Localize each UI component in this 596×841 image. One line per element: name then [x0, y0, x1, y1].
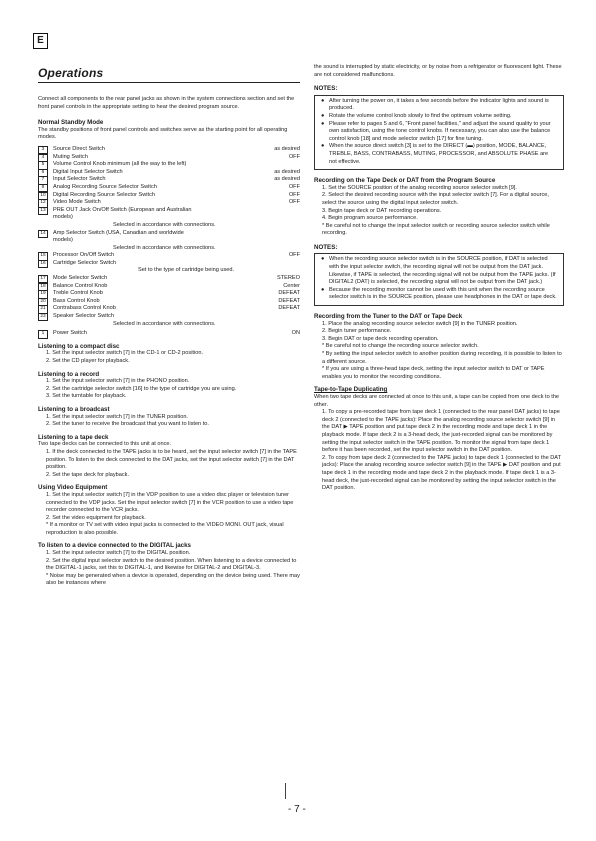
control-row: [38, 313, 300, 321]
note-item: [321, 98, 557, 113]
note-item: [321, 143, 557, 166]
step-item: * Be careful not to change the recording source selector switch.: [322, 343, 479, 350]
standby-text: The standby positions of front panel controls and switches serve as the starting point for all operating modes.: [38, 126, 288, 141]
step-item: 1. Place the analog recording source selector switch [9] in the TUNER position.: [322, 320, 518, 327]
note-item: [321, 121, 557, 144]
control-setting: OFF: [288, 153, 300, 160]
control-setting: as desired: [274, 176, 300, 183]
control-label: Amp Selector Switch (USA, Canadian and worldwide: [53, 229, 184, 236]
step-item: * By setting the input selector switch to another position during recording, it is possible to listen to a different source.: [322, 351, 562, 365]
step-item: 1. Set the input selector switch [7] in the TUNER position.: [46, 413, 188, 420]
control-row: [38, 290, 300, 298]
control-label: Processor On/Off Switch: [53, 252, 115, 259]
control-number-box: 12: [38, 199, 48, 207]
step-item: 2. Set the video equipment for playback.: [46, 514, 146, 521]
step-item: 2. Set the cartridge selector switch [16] to the type of cartridge you are using.: [46, 385, 237, 392]
page-title: Operations: [38, 66, 104, 80]
control-label: Power Switch: [53, 330, 87, 337]
video-steps: [38, 492, 300, 538]
record-steps: [38, 378, 300, 401]
control-number-box: 7: [38, 176, 48, 184]
step-item: * If you are using a three-head tape deck, setting the input selector switch to DAT or TAPE enables you to monitor the recording conditions.: [322, 366, 545, 380]
step-item: * Be careful not to change the input selector switch or recording source selector switch while recording.: [322, 222, 550, 237]
intro-text: Connect all components to the rear panel jacks as shown in the system connections section and set the front panel controls in the appropriate setting to hear the desired program source.: [38, 96, 295, 110]
control-setting: STEREO: [276, 275, 300, 282]
step-item: 2. Set the tape deck for playback.: [46, 471, 130, 478]
bullet-icon: ●: [321, 286, 325, 293]
control-setting: as desired: [274, 168, 300, 175]
bullet-icon: ●: [321, 256, 325, 263]
step-item: 3. Begin tape deck or DAT recording operations.: [322, 207, 442, 214]
step-item: 1. If the deck connected to the TAPE jacks is to be heard, set the input selector switch [7] in the TAPE position. To listen to the deck connected to the DAT jacks, set the input selector switch [7] in the DAT position.: [46, 448, 297, 471]
control-row: [38, 176, 300, 184]
tape-steps: [38, 449, 300, 479]
language-badge: E: [33, 33, 48, 49]
control-label: Bass Control Knob: [53, 297, 100, 304]
control-label: Input Selector Switch: [53, 176, 106, 183]
control-label: Digital Recording Source Selector Switch: [53, 191, 155, 198]
control-row: [38, 161, 300, 169]
control-number-box: 16: [38, 260, 48, 268]
standby-heading: Normal Standby Mode: [38, 119, 104, 127]
bullet-icon: ●: [321, 120, 325, 127]
control-setting: Center: [283, 282, 300, 289]
step-item: 1. Set the input selector switch [7] to the DIGITAL position.: [46, 550, 191, 557]
control-setting: OFF: [288, 199, 300, 206]
note-text: Because the recording monitor cannot be used with this unit when the recording source selector switch is in the SOURCE position, please use headphones in the DAT or tape deck.: [329, 286, 557, 301]
control-label: Cartridge Selector Switch: [53, 259, 117, 266]
dub-steps: [314, 409, 564, 493]
control-setting: DEFEAT: [278, 290, 300, 297]
control-label: Muting Switch: [53, 153, 88, 160]
control-setting: OFF: [288, 183, 300, 190]
broadcast-steps: [38, 414, 300, 429]
control-row: [38, 298, 300, 306]
control-label: PRE OUT Jack On/Off Switch (European and Australian: [53, 206, 192, 213]
step-item: 4. Begin program source performance.: [322, 215, 418, 222]
control-row: [38, 283, 300, 291]
note-text: When the source direct switch [3] is set to the DIRECT (▬) position, MODE, BALANCE, TREBLE, BASS, CONTRABASS, MUTING, PROCESSOR, and ABSOLUTE PHASE are not effective.: [329, 143, 549, 165]
control-label: Digital Input Selector Switch: [53, 168, 123, 175]
digital-steps: [38, 550, 300, 588]
bullet-icon: ●: [321, 97, 325, 104]
title-rule: [38, 82, 300, 83]
tape-text: Two tape decks can be connected to this unit at once.: [38, 441, 172, 448]
note-item: [321, 287, 557, 302]
step-item: 3. Begin DAT or tape deck recording operation.: [322, 335, 439, 342]
control-number-box: 21: [38, 305, 48, 313]
page-number: - 7 -: [288, 804, 306, 815]
notes-title-2: NOTES:: [314, 243, 338, 251]
step-item: * Noise may be generated when a device is operated, depending on the device being used. There may also be instances where: [46, 572, 300, 587]
control-row: [38, 199, 300, 207]
left-column: [38, 96, 300, 588]
control-row: [38, 192, 300, 200]
step-item: 1. To copy a pre-recorded tape from tape deck 1 (connected to the rear panel DAT jacks) to tape deck 2 (connected to the TAPE jacks): Place the analog recording source selector switch [9] in the DAT ▶ TAPE position and put tape deck 2 in the recording mode and tape deck 1 in the playback mode. If tape deck 2 is a 3-head deck, the just-recorded signal can be monitored by setting the input selector switch in the TAPE position. To monitor the signal from tape deck 1 before it has been recorded, set the input selector switch in the DAT position.: [322, 409, 560, 454]
right-column: [314, 64, 564, 493]
rec-dat-heading: Recording on the Tape Deck or DAT from the Program Source: [314, 177, 496, 185]
record-heading: Listening to a record: [38, 370, 100, 378]
standby-models: models): [53, 214, 73, 221]
control-number-box: 10: [38, 192, 48, 200]
step-item: 1. Set the input selector switch [7] in the VDP position to use a video disc player or television tuner connected to the VDP jacks. Set the input selector switch [7] in the VCR position to use a video tape recorder connected to the VCR jacks.: [46, 491, 294, 514]
rec-dat-steps: [314, 185, 564, 238]
control-number-box: 4: [38, 154, 48, 162]
control-number-box: 20: [38, 298, 48, 306]
step-item: 3. Set the turntable for playback.: [46, 393, 127, 400]
control-label: Volume Control Knob minimum (all the way to the left): [53, 161, 187, 168]
standby-list: [38, 146, 300, 338]
control-setting: DEFEAT: [278, 297, 300, 304]
step-item: 1. Set the input selector switch [7] in the PHONO position.: [46, 378, 190, 385]
control-number-box: 13: [38, 207, 48, 215]
control-row: [38, 260, 300, 268]
bullet-icon: ●: [321, 112, 325, 119]
video-heading: Using Video Equipment: [38, 484, 108, 492]
note-text: After turning the power on, it takes a few seconds before the indicator lights and sound is produced.: [329, 97, 549, 112]
control-label: Balance Control Knob: [53, 282, 108, 289]
step-item: 1. Set the input selector switch [7] in the CD-1 or CD-2 position.: [46, 350, 204, 357]
note-text: Please refer to pages 5 and 6, "Front panel facilities," and adjust the sound quality to your own satisfaction, using the tone control knobs. If necessary, you can also use the balance control knob [18] and mode selector switch [17] for fine tuning.: [329, 120, 551, 142]
control-row: [38, 252, 300, 260]
control-label: Analog Recording Source Selector Switch: [53, 183, 157, 190]
tuner-rec-heading: Recording from the Tuner to the DAT or Tape Deck: [314, 313, 463, 321]
step-item: 2. Select the desired recording source with the input selector switch [7]. For a digital source, select the source using the digital input selector switch.: [322, 192, 549, 206]
step-item: 2. Set the digital input selector switch to the desired position. When listening to a device connected to the DIGITAL-1 jacks, set this to DIGITAL-1, and likewise for DIGITAL-2 and DIGITAL-3.: [46, 557, 297, 572]
standby-note-b: Selected in accordance with connections.: [113, 244, 216, 251]
control-setting: OFF: [288, 191, 300, 198]
note-item: [321, 256, 557, 286]
step-item: 2. Begin tuner performance.: [322, 328, 392, 335]
control-setting: DEFEAT: [278, 305, 300, 312]
control-row: [38, 275, 300, 283]
notes-box-2: [314, 253, 564, 306]
control-number-box: 3: [38, 146, 48, 154]
control-number-box: 1: [38, 330, 48, 338]
cd-steps: [38, 350, 300, 365]
cd-heading: Listening to a compact disc: [38, 342, 120, 350]
step-item: 2. Set the CD player for playback.: [46, 358, 130, 364]
control-row: [38, 330, 300, 338]
notes-box: [314, 95, 564, 170]
standby-note-a: Selected in accordance with connections.: [113, 221, 216, 228]
control-row: [38, 184, 300, 192]
note-text: Rotate the volume control knob slowly to find the optimum volume setting.: [329, 112, 512, 119]
standby-note-d: Selected in accordance with connections.: [113, 320, 216, 327]
control-number-box: 15: [38, 252, 48, 260]
standby-models-2: models): [53, 237, 73, 244]
control-number-box: 17: [38, 275, 48, 283]
note-item: [321, 113, 557, 121]
step-item: 2. Set the tuner to receive the broadcast that you want to listen to.: [46, 421, 209, 428]
dub-text: When two tape decks are connected at once to this unit, a tape can be copied from one deck to the other.: [314, 393, 560, 408]
control-label: Contrabass Control Knob: [53, 305, 116, 312]
step-item: 2. To copy from tape deck 2 (connected to the TAPE jacks) to tape deck 1 (connected to the DAT jacks): Place the analog recording source selector switch [9] in the TAPE ▶ DAT position and put tape deck 1 in the recording mode and tape deck 2 in the playback mode. If tape deck 1 is a 3-head deck, the just-recorded signal can be monitored by setting the input selector switch in the DAT position.: [322, 454, 561, 492]
standby-note-c: Set to the type of cartridge being used.: [138, 267, 235, 274]
dub-heading: Tape-to-Tape Duplicating: [314, 386, 388, 394]
digital-heading: To listen to a device connected to the DIGITAL jacks: [38, 542, 191, 550]
tuner-rec-steps: [314, 321, 564, 382]
notes-title: NOTES:: [314, 85, 338, 93]
control-setting: ON: [291, 330, 300, 337]
control-number-box: 18: [38, 283, 48, 291]
control-row: [38, 146, 300, 154]
control-setting: as desired: [274, 145, 300, 152]
note-text: When the recording source selector switch is in the SOURCE position, if DAT is selected with the input selector switch, the recording signal will not be output from the DAT jack. Likewise, if TAPE is selected, the recording signal will not be output from the TAPE jacks. (If DIGITAL2 (DAT) is selected, the recording signal will not be output from the DAT jack.): [329, 256, 556, 286]
control-number-box: 23: [38, 313, 48, 321]
control-row: [38, 230, 300, 238]
bullet-icon: ●: [321, 143, 325, 150]
control-number-box: 6: [38, 169, 48, 177]
step-item: 1. Set the SOURCE position of the analog recording source selector switch [9].: [322, 184, 517, 191]
margin-bar: [285, 783, 286, 799]
control-label: Treble Control Knob: [53, 290, 103, 297]
control-label: Source Direct Switch: [53, 145, 105, 152]
control-number-box: 5: [38, 161, 48, 169]
control-row: [38, 207, 300, 215]
control-row: [38, 154, 300, 162]
control-label: Speaker Selector Switch: [53, 313, 114, 320]
control-label: Video Mode Switch: [53, 199, 101, 206]
control-number-box: 19: [38, 290, 48, 298]
control-number-box: 9: [38, 184, 48, 192]
continued-text: the sound is interrupted by static electricity, or by noise from a refrigerator or fluorescent light. These are not considered malfunctions.: [314, 64, 562, 78]
control-number-box: 14: [38, 230, 48, 238]
step-item: * If a monitor or TV set with video input jacks is connected to the VIDEO MONI. OUT jack, visual reproduction is also possible.: [46, 522, 284, 536]
tape-heading: Listening to a tape deck: [38, 433, 109, 441]
control-setting: OFF: [288, 252, 300, 259]
broadcast-heading: Listening to a broadcast: [38, 405, 110, 413]
control-row: [38, 169, 300, 177]
control-row: [38, 305, 300, 313]
control-label: Mode Selector Switch: [53, 275, 108, 282]
